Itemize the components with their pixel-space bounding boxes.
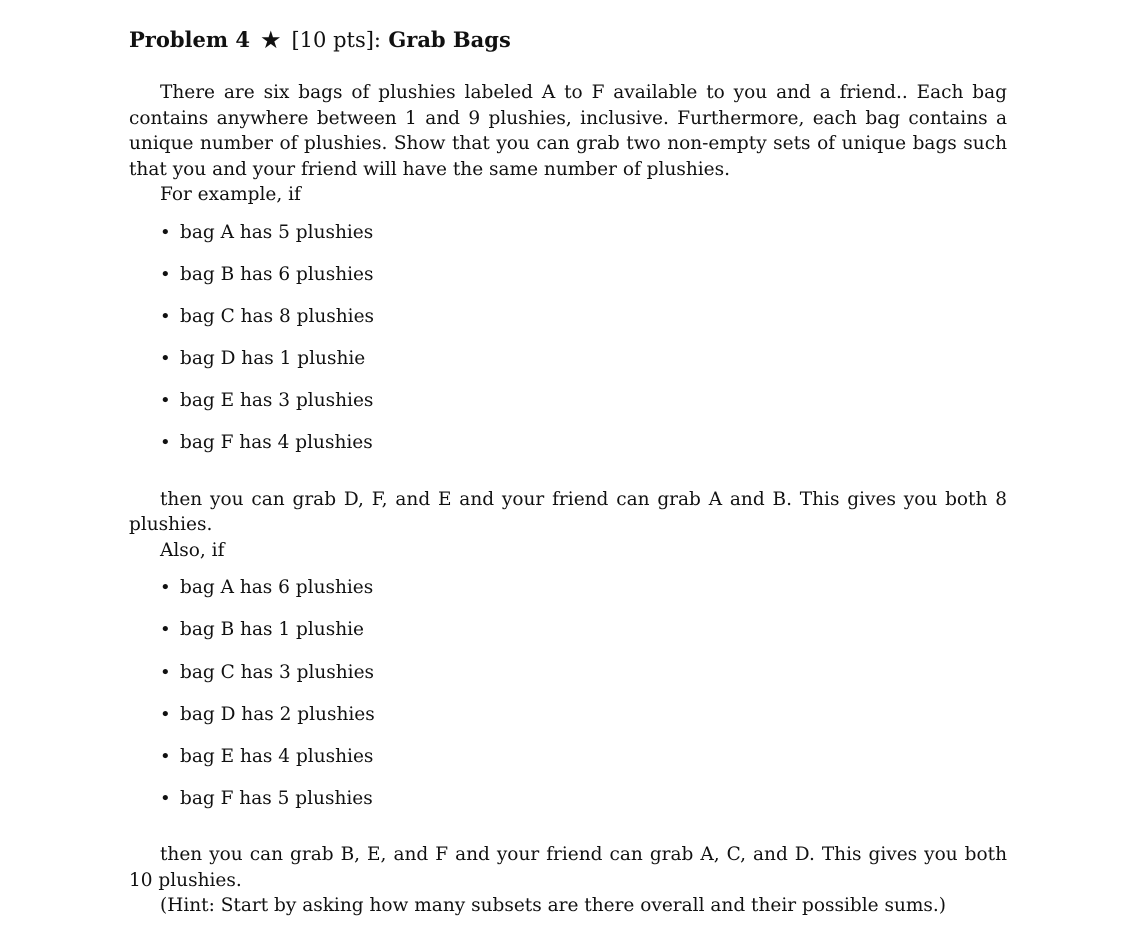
example-2-lead-text: Also, if [160,539,225,561]
bullet-icon: • [160,432,171,454]
bullet-icon: • [160,788,171,810]
list-item [129,304,1007,346]
list-item-text: bag F has 5 plushies [180,788,373,810]
bullet-icon: • [160,263,171,285]
list-item-text: bag F has 4 plushies [180,432,373,454]
example-2-list [129,575,1007,828]
list-item [129,346,1007,388]
problem-points: [10 pts]: [291,28,382,52]
list-item-text: bag D has 1 plushie [180,348,366,370]
example-1-list [129,220,1007,473]
star-icon: ★ [261,27,281,52]
list-item-text: bag C has 3 plushies [180,661,375,683]
list-item-text: bag C has 8 plushies [180,305,375,327]
bullet-icon: • [160,745,171,767]
example-2-conclusion: then you can grab B, E, and F and your friend can grab A, C, and D. This gives you both 10 plushies. [129,844,1007,891]
list-item-text: bag E has 3 plushies [180,390,374,412]
list-item [129,702,1007,744]
list-item [129,786,1007,828]
example-lead-text: For example, if [160,184,301,205]
example-lead [129,182,1007,208]
list-item-text: bag B has 6 plushies [180,263,374,285]
list-item-text: bag D has 2 plushies [180,703,375,725]
list-item [129,388,1007,430]
problem-document [129,26,1007,919]
problem-statement: There are six bags of plushies labeled A to F available to you and a friend.. Each bag contains anywhere between 1 and 9 plushies, inclusive. Furthermore, each bag contains a unique number of plushies. Show that you can grab two non-empty sets of unique bags such that you and your friend will have the same number of plushies. [129,82,1007,180]
list-item [129,430,1007,472]
problem-name: Grab Bags [388,27,511,52]
bullet-icon: • [160,348,171,370]
bullet-icon: • [160,661,171,683]
bullet-icon: • [160,305,171,327]
list-item-text: bag A has 5 plushies [180,221,374,243]
list-item [129,220,1007,262]
list-item [129,617,1007,659]
list-item-text: bag B has 1 plushie [180,619,364,641]
list-item [129,575,1007,617]
example-1-conclusion: then you can grab D, F, and E and your friend can grab A and B. This gives you both 8 plushies. [129,488,1007,536]
bullet-icon: • [160,390,171,412]
bullet-icon: • [160,221,171,243]
list-item-text: bag E has 4 plushies [180,745,374,767]
bullet-icon: • [160,619,171,641]
example-2-lead [129,538,1007,564]
list-item [129,262,1007,304]
problem-title: Problem 4 [129,27,251,52]
bullet-icon: • [160,703,171,725]
hint [129,893,1007,919]
list-item [129,744,1007,786]
list-item-text: bag A has 6 plushies [180,577,374,599]
problem-heading [129,26,1007,54]
bullet-icon: • [160,577,171,599]
list-item [129,660,1007,702]
hint-text: (Hint: Start by asking how many subsets are there overall and their possible sums.) [160,895,946,917]
